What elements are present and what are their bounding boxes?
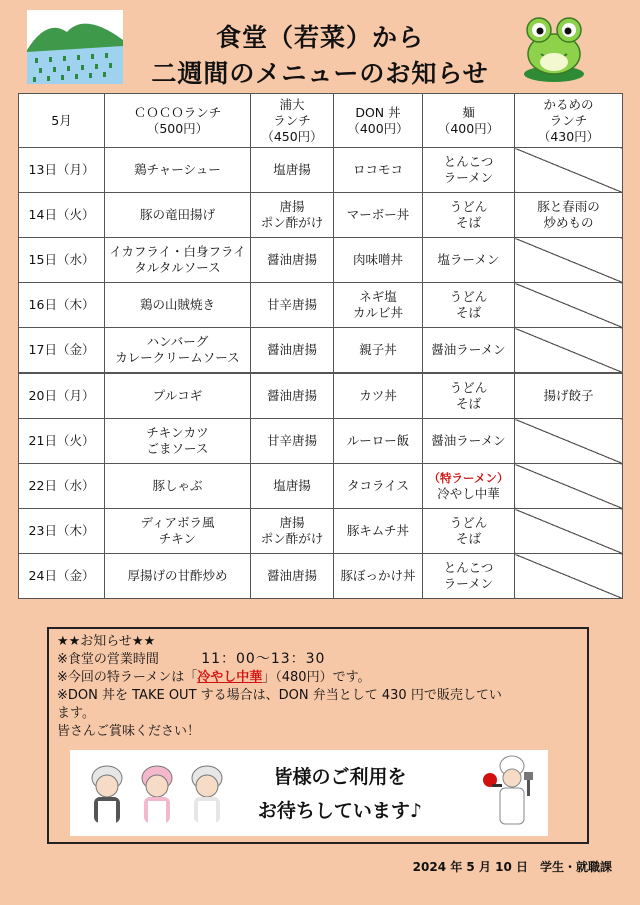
special-prefix: ※今回の特ラーメンは「 <box>57 670 198 685</box>
frog-illustration <box>519 10 589 84</box>
noodle-cell: 醤油ラーメン <box>423 328 515 374</box>
title-line-2: 二週間のメニューのお知らせ <box>151 59 489 88</box>
table-row <box>19 509 623 554</box>
row-date: 21日（火） <box>19 419 105 464</box>
light-lunch-empty-cell <box>515 328 623 374</box>
notice-special-ramen <box>57 669 371 686</box>
coco-lunch-cell: 厚揚げの甘酢炒め <box>105 554 251 599</box>
coco-lunch-cell: 豚の竜田揚げ <box>105 193 251 238</box>
header <box>0 0 640 92</box>
urata-lunch-cell: 唐揚 ポン酢がけ <box>251 193 334 238</box>
row-date: 13日（月） <box>19 148 105 193</box>
table-row <box>19 148 623 193</box>
header-don: DON 丼 （400円） <box>334 94 423 148</box>
coco-lunch-cell: プルコギ <box>105 373 251 419</box>
table-row <box>19 328 623 374</box>
urata-lunch-cell: 醤油唐揚 <box>251 328 334 374</box>
notice-takeout-2: ます。 <box>57 706 95 721</box>
table-header-row <box>19 94 623 148</box>
welcome-line-1: 皆様のご利用を <box>273 766 407 788</box>
chef-illustration <box>480 752 542 834</box>
header-coco-lunch: ＣＯＣＯランチ （500円） <box>105 94 251 148</box>
noodle-cell: とんこつ ラーメン <box>423 148 515 193</box>
row-date: 22日（水） <box>19 464 105 509</box>
don-cell: ネギ塩 カルビ丼 <box>334 283 423 328</box>
notice-box <box>47 627 589 844</box>
light-lunch-cell: 豚と春雨の 炒めもの <box>515 193 623 238</box>
noodle-cell-special <box>423 464 515 509</box>
header-urata-lunch: 浦大 ランチ （450円） <box>251 94 334 148</box>
light-lunch-empty-cell <box>515 509 623 554</box>
welcome-line-2: お待ちしています♪ <box>257 800 423 822</box>
urata-lunch-cell: 塩唐揚 <box>251 464 334 509</box>
light-lunch-empty-cell <box>515 148 623 193</box>
noodle-cell: 醤油ラーメン <box>423 419 515 464</box>
table-row <box>19 193 623 238</box>
don-cell: ルーロー飯 <box>334 419 423 464</box>
noodle-cell: とんこつ ラーメン <box>423 554 515 599</box>
row-date: 14日（火） <box>19 193 105 238</box>
noodle-cell: うどん そば <box>423 373 515 419</box>
coco-lunch-cell: 豚しゃぶ <box>105 464 251 509</box>
don-cell: 豚キムチ丼 <box>334 509 423 554</box>
footer-date-department: 2024 年 5 月 10 日 学生・就職課 <box>412 860 612 874</box>
coco-lunch-cell: 鶏チャーシュー <box>105 148 251 193</box>
table-row <box>19 554 623 599</box>
don-cell: 豚ぼっかけ丼 <box>334 554 423 599</box>
don-cell: マーボー丼 <box>334 193 423 238</box>
noodle-cell: 塩ラーメン <box>423 238 515 283</box>
don-cell: カツ丼 <box>334 373 423 419</box>
table-row <box>19 283 623 328</box>
urata-lunch-cell: 醤油唐揚 <box>251 238 334 283</box>
coco-lunch-cell: ハンバーグ カレークリームソース <box>105 328 251 374</box>
urata-lunch-cell: 唐揚 ポン酢がけ <box>251 509 334 554</box>
table-row <box>19 464 623 509</box>
hours-value: 11：00～13：30 <box>201 651 326 667</box>
noodle-cell: うどん そば <box>423 193 515 238</box>
table-row <box>19 373 623 419</box>
special-suffix: 」（480円）です。 <box>262 670 371 685</box>
row-date: 16日（木） <box>19 283 105 328</box>
table-row <box>19 419 623 464</box>
welcome-banner <box>70 750 548 836</box>
coco-lunch-cell: 鶏の山賊焼き <box>105 283 251 328</box>
light-lunch-empty-cell <box>515 283 623 328</box>
noodle-cell: うどん そば <box>423 283 515 328</box>
don-cell: 肉味噌丼 <box>334 238 423 283</box>
row-date: 15日（水） <box>19 238 105 283</box>
light-lunch-empty-cell <box>515 464 623 509</box>
row-date: 24日（金） <box>19 554 105 599</box>
light-lunch-empty-cell <box>515 419 623 464</box>
coco-lunch-cell: イカフライ・白身フライ タルタルソース <box>105 238 251 283</box>
light-lunch-empty-cell <box>515 554 623 599</box>
hours-label: ※食堂の営業時間 <box>57 652 159 667</box>
header-noodles: 麺 （400円） <box>423 94 515 148</box>
title-line-1: 食堂（若菜）から <box>215 23 424 52</box>
coco-lunch-cell: ディアボラ風 チキン <box>105 509 251 554</box>
row-date: 17日（金） <box>19 328 105 374</box>
don-cell: 親子丼 <box>334 328 423 374</box>
special-ramen-label: （特ラーメン） <box>428 471 509 485</box>
urata-lunch-cell: 甘辛唐揚 <box>251 419 334 464</box>
notice-hours <box>57 651 325 668</box>
header-month: 5月 <box>19 94 105 148</box>
menu-table <box>18 93 623 599</box>
notice-enjoy: 皆さんご賞味ください！ <box>57 724 201 739</box>
coco-lunch-cell: チキンカツ ごまソース <box>105 419 251 464</box>
light-lunch-cell: 揚げ餃子 <box>515 373 623 419</box>
special-ramen-item: 冷やし中華 <box>437 486 500 501</box>
header-light-lunch: かるめの ランチ （430円） <box>515 94 623 148</box>
urata-lunch-cell: 甘辛唐揚 <box>251 283 334 328</box>
row-date: 20日（月） <box>19 373 105 419</box>
noodle-cell: うどん そば <box>423 509 515 554</box>
light-lunch-empty-cell <box>515 238 623 283</box>
special-ramen-highlight: 冷やし中華 <box>197 670 263 685</box>
table-row <box>19 238 623 283</box>
notice-takeout-1: ※DON 丼を TAKE OUT する場合は、DON 弁当として 430 円で販売してい <box>57 688 502 703</box>
row-date: 23日（木） <box>19 509 105 554</box>
urata-lunch-cell: 醤油唐揚 <box>251 554 334 599</box>
notice-heading: ★★お知らせ★★ <box>57 634 156 649</box>
urata-lunch-cell: 塩唐揚 <box>251 148 334 193</box>
don-cell: タコライス <box>334 464 423 509</box>
urata-lunch-cell: 醤油唐揚 <box>251 373 334 419</box>
staff-illustration <box>82 756 232 832</box>
don-cell: ロコモコ <box>334 148 423 193</box>
